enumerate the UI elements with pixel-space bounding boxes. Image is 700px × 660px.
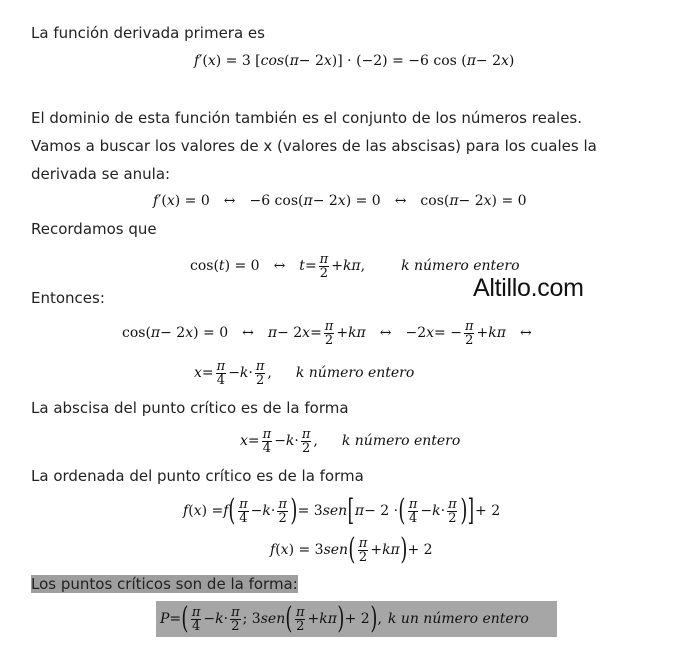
equation-derivative: f ′( x ) = 3 [ cos ( π − 2 x )] · (−2) = −6 cos ( π − 2 x ): [194, 53, 515, 69]
text-domain: El dominio de esta función también es el conjunto de los números reales.: [31, 109, 583, 127]
equation-ordinate-simplified: f ( x ) = 3 sen ( π 2 + kπ ) + 2: [270, 532, 433, 567]
k-integer-note: k número entero: [295, 365, 415, 381]
highlighted-critical-points: Los puntos críticos son de la forma:: [31, 575, 298, 593]
text-then: Entonces:: [31, 289, 105, 307]
equation-ordinate: f ( x ) = f ( π 4 − k · π 2 ) = 3 sen [ π − 2 · ( π 4 − k · π 2 ) ] + 2: [183, 493, 501, 528]
text-critical-points: [31, 574, 298, 594]
k-integer-note: k número entero: [401, 258, 520, 274]
text-ordinate: La ordenada del punto crítico es de la forma: [31, 467, 364, 485]
k-integer-note: k un número entero: [387, 611, 529, 627]
equation-derivative-zero: f ′( x ) = 0 ↔ −6 cos( π − 2 x ) = 0 ↔ cos( π − 2 x ) = 0: [153, 193, 527, 209]
equation-solve-chain: cos( π − 2 x ) = 0 ↔ π − 2 x = π 2 + kπ ↔ −2 x = − π 2 + kπ ↔: [122, 318, 532, 348]
text-abscissa: La abscisa del punto crítico es de la forma: [31, 399, 349, 417]
equation-cos-zero: cos( t ) = 0 ↔ t = π 2 + kπ , k número entero: [190, 251, 520, 281]
equation-critical-points: P = ( π 4 − k · π 2 ; 3 sen ( π 2 + kπ ) + 2 ) , k un número entero: [160, 601, 529, 636]
text-search-values-1: Vamos a buscar los valores de x (valores de las abscisas) para los cuales la: [31, 137, 597, 155]
equation-abscissa: x = π 4 − k · π 2 , k número entero: [240, 426, 461, 456]
altillo-logo: Altillo.com: [473, 274, 584, 302]
k-integer-note: k número entero: [341, 433, 461, 449]
text-derivative-intro: La función derivada primera es: [31, 24, 265, 42]
text-search-values-2: derivada se anula:: [31, 165, 171, 183]
equation-x-solution: x = π 4 − k · π 2 , k número entero: [194, 358, 415, 388]
text-recall: Recordamos que: [31, 220, 157, 238]
